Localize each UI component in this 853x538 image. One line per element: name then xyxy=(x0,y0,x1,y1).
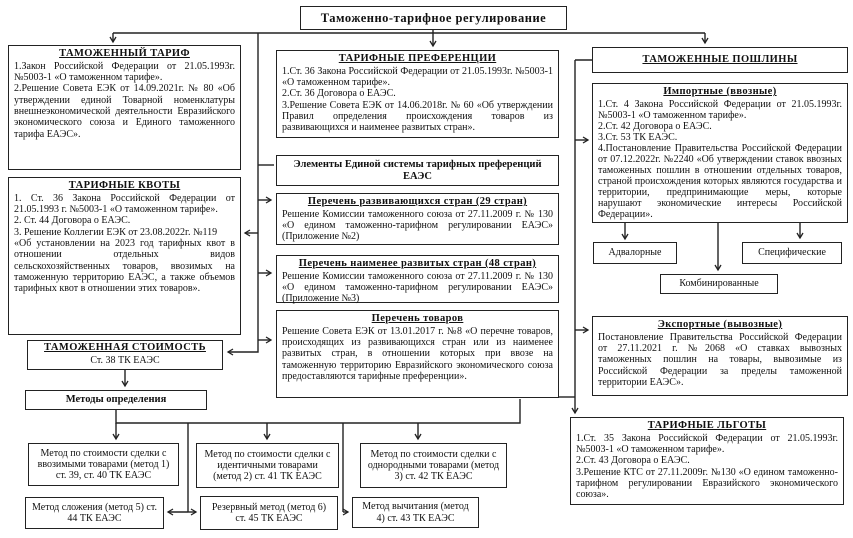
specific-label: Специфические xyxy=(758,247,826,259)
customs-tariff-item-2: 2.Решение Совета ЕЭК от 14.09.2021г. № 80 «Об утверждении единой Товарной номенклатуры внешнеэкономической деятельности Евразийского экономического союза и Единого таможенного тарифа ЕАЭС». xyxy=(14,83,235,140)
export-duties-body: Постановление Правительства Российской Федерации от 27.11.2021 г. №2068 «О ставках вывозных таможенных пошлин на товары, вывозимые из Российской Федерации за пределы таможенной территории ЕАЭС». xyxy=(598,331,842,389)
export-duties-box xyxy=(592,316,848,396)
goods-list-header: Перечень товаров xyxy=(371,313,464,324)
ad-valorem-box xyxy=(593,242,677,264)
customs-value-box xyxy=(27,340,223,370)
tariff-benefits-item-1: 1.Ст. 35 Закона Российской Федерации от 21.05.1993г. №5003-1 «О таможенном тарифе». xyxy=(576,432,838,456)
customs-tariff-box xyxy=(8,45,241,170)
customs-duties-box xyxy=(592,47,848,73)
least-developed-countries-header: Перечень наименее развитых стран (48 стран) xyxy=(298,258,537,269)
tariff-benefits-item-2: 2.Ст. 43 Договора о ЕАЭС. xyxy=(576,455,690,467)
goods-list-box xyxy=(276,310,559,398)
tariff-preferences-header: ТАРИФНЫЕ ПРЕФЕРЕНЦИИ xyxy=(338,53,497,64)
import-duties-box xyxy=(592,83,848,223)
method-4-box xyxy=(352,497,479,528)
method-4-label: Метод вычитания (метод 4) ст. 43 ТК ЕАЭС xyxy=(362,501,469,524)
combined-label: Комбинированные xyxy=(679,278,759,290)
customs-tariff-item-1: 1.Закон Российской Федерации от 21.05.1993г. №5003-1 «О таможенном тарифе». xyxy=(14,60,235,84)
method-2-label: Метод по стоимости сделки с идентичными товарами (метод 2) ст. 41 ТК ЕАЭС xyxy=(204,448,331,483)
import-duties-item-3: 3.Ст. 53 ТК ЕАЭС. xyxy=(598,131,678,143)
goods-list-body: Решение Совета ЕЭК от 13.01.2017 г. №8 «О перечне товаров, происходящих из развивающихся стран или из наименее развитых стран, в отношении которых при ввозе на таможенную территорию Евразийского экономического союза предоставляются тарифные преференции». xyxy=(282,325,553,383)
least-developed-countries-box xyxy=(276,255,559,303)
customs-duties-header: ТАМОЖЕННЫЕ ПОШЛИНЫ xyxy=(642,54,798,66)
title-box xyxy=(300,6,567,30)
combined-box xyxy=(660,274,778,294)
customs-value-subtitle: Ст. 38 ТК ЕАЭС xyxy=(90,354,160,366)
tariff-quotas-item-4: «Об установлении на 2023 год тарифных квот в отношении отдельных видов сельскохозяйственных товаров, ввозимых на таможенную территорию ЕАЭС, а также объемов тарифных квот в отношении этих товаров». xyxy=(14,238,235,295)
method-5-box xyxy=(25,497,164,529)
method-6-label: Резервный метод (метод 6) ст. 45 ТК ЕАЭС xyxy=(211,501,327,524)
method-5-label: Метод сложения (метод 5) ст. 44 ТК ЕАЭС xyxy=(32,501,157,524)
export-duties-header: Экспортные (вывозные) xyxy=(657,319,783,330)
specific-box xyxy=(742,242,842,264)
method-1-box xyxy=(28,443,179,486)
preference-elements-label: Элементы Единой системы тарифных преференций ЕАЭС xyxy=(293,158,542,182)
tariff-preferences-item-2: 2.Ст. 36 Договора о ЕАЭС. xyxy=(282,88,396,100)
tariff-quotas-header: ТАРИФНЫЕ КВОТЫ xyxy=(68,180,181,191)
tariff-preferences-item-3: 3.Решение Совета ЕЭК от 14.06.2018г. № 60 «Об утверждении Правил определения происхождения товаров из развивающихся и наименее развитых стран». xyxy=(282,99,553,134)
method-2-box xyxy=(196,443,339,488)
least-developed-countries-body: Решение Комиссии таможенного союза от 27.11.2009 г. № 130 «О едином таможенно-тарифном регулировании ЕАЭС» (Приложение №3) xyxy=(282,270,553,305)
methods-title-box xyxy=(25,390,207,410)
tariff-quotas-item-1: 1. Ст. 36 Закона Российской Федерации от 21.05.1993 г. №5003-1 «О таможенном тарифе». xyxy=(14,192,235,216)
method-3-box xyxy=(360,443,507,488)
tariff-preferences-item-1: 1.Ст. 36 Закона Российской Федерации от 21.05.1993г. №5003-1 «О таможенном тарифе». xyxy=(282,65,553,89)
ad-valorem-label: Адвалорные xyxy=(608,247,662,259)
import-duties-header: Импортные (ввозные) xyxy=(663,86,777,97)
tariff-quotas-box xyxy=(8,177,241,335)
methods-title: Методы определения xyxy=(65,394,167,406)
tariff-benefits-box xyxy=(570,417,844,505)
developing-countries-header: Перечень развивающихся стран (29 стран) xyxy=(307,196,528,207)
method-6-box xyxy=(200,496,338,530)
tariff-benefits-header: ТАРИФНЫЕ ЛЬГОТЫ xyxy=(647,420,767,431)
preference-elements-box xyxy=(276,155,559,186)
tariff-quotas-item-3: 3. Решение Коллегии ЕЭК от 23.08.2022г. №119 xyxy=(14,226,218,238)
customs-tariff-header: ТАМОЖЕННЫЙ ТАРИФ xyxy=(59,48,190,59)
page-title: Таможенно-тарифное регулирование xyxy=(320,10,547,25)
method-1-label: Метод по стоимости сделки с ввозимыми товарами (метод 1) ст. 39, ст. 40 ТК ЕАЭС xyxy=(37,447,170,482)
developing-countries-body: Решение Комиссии таможенного союза от 27.11.2009 г. № 130 «О едином таможенно-тарифном регулировании ЕАЭС» (Приложение №2) xyxy=(282,208,553,243)
tariff-benefits-item-3: 3.Решение КТС от 27.11.2009г. №130 «О едином таможенно-тарифном регулировании Евразийского экономического союза». xyxy=(576,466,838,501)
tariff-preferences-box xyxy=(276,50,559,138)
import-duties-item-4: 4.Постановление Правительства Российской Федерации от 07.12.2022г. №2240 «Об утверждении ставок ввозных таможенных пошлин в отношении отдельных товаров, страной происхождения которых являются государства и территории, предпринимающие меры, которые нарушают экономические интересы Российской Федерации». xyxy=(598,142,842,220)
tariff-quotas-item-2: 2. Ст. 44 Договора о ЕАЭС. xyxy=(14,215,131,227)
import-duties-item-2: 2.Ст. 42 Договора о ЕАЭС. xyxy=(598,120,712,132)
import-duties-item-1: 1.Ст. 4 Закона Российской Федерации от 21.05.1993г. №5003-1 «О таможенном тарифе». xyxy=(598,98,842,121)
customs-value-header: ТАМОЖЕННАЯ СТОИМОСТЬ xyxy=(44,342,206,353)
developing-countries-box xyxy=(276,193,559,245)
method-3-label: Метод по стоимости сделки с однородными товарами (метод 3) ст. 42 ТК ЕАЭС xyxy=(367,448,500,483)
